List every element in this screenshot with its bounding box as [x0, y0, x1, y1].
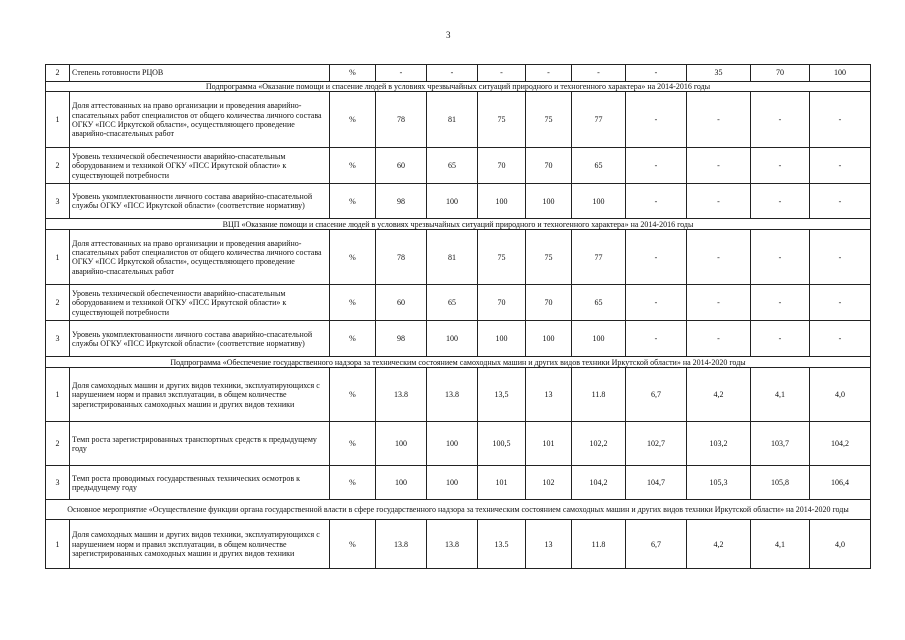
value-cell: -: [810, 230, 871, 285]
value-cell: 75: [526, 230, 572, 285]
value-cell: -: [687, 321, 751, 357]
value-cell: -: [687, 230, 751, 285]
unit-cell: %: [330, 148, 376, 184]
value-cell: 100: [526, 321, 572, 357]
indicator-name: Темп роста проводимых государственных технических осмотров к предыдущему году: [70, 466, 330, 500]
value-cell: 100: [572, 184, 626, 219]
value-cell: -: [751, 230, 810, 285]
value-cell: -: [526, 65, 572, 82]
value-cell: 4,1: [751, 368, 810, 422]
unit-cell: %: [330, 520, 376, 569]
indicator-name: Уровень технической обеспеченности аварийно-спасательным оборудованием и техникой ОГКУ «ПСС Иркутской области» к существующей потребности: [70, 148, 330, 184]
value-cell: 6,7: [626, 368, 687, 422]
value-cell: 101: [478, 466, 526, 500]
value-cell: 65: [427, 285, 478, 321]
unit-cell: %: [330, 92, 376, 148]
value-cell: -: [810, 285, 871, 321]
indicator-name: Уровень укомплектованности личного состава аварийно-спасательной службы ОГКУ «ПСС Иркутской области» (соответствие нормативу): [70, 184, 330, 219]
section-header-row: [46, 219, 871, 230]
value-cell: 100: [427, 466, 478, 500]
value-cell: -: [687, 148, 751, 184]
value-cell: 4,1: [751, 520, 810, 569]
unit-cell: %: [330, 184, 376, 219]
value-cell: 104,7: [626, 466, 687, 500]
value-cell: 78: [376, 230, 427, 285]
value-cell: 13: [526, 368, 572, 422]
section-title: Подпрограмма «Оказание помощи и спасение людей в условиях чрезвычайных ситуаций природного и техногенного характера» на 2014-2016 годы: [46, 82, 871, 92]
value-cell: -: [478, 65, 526, 82]
value-cell: 4,0: [810, 520, 871, 569]
value-cell: 102,2: [572, 422, 626, 466]
value-cell: -: [572, 65, 626, 82]
table-row: [46, 285, 871, 321]
value-cell: 105,8: [751, 466, 810, 500]
table-row: [46, 148, 871, 184]
value-cell: -: [427, 65, 478, 82]
value-cell: 65: [572, 148, 626, 184]
value-cell: 75: [526, 92, 572, 148]
value-cell: -: [810, 184, 871, 219]
indicator-name: Уровень технической обеспеченности аварийно-спасательным оборудованием и техникой ОГКУ «ПСС Иркутской области» к существующей потребности: [70, 285, 330, 321]
value-cell: -: [810, 321, 871, 357]
row-number: 1: [46, 92, 70, 148]
value-cell: 13.8: [427, 368, 478, 422]
value-cell: -: [626, 321, 687, 357]
row-number: 2: [46, 148, 70, 184]
value-cell: 35: [687, 65, 751, 82]
value-cell: 102,7: [626, 422, 687, 466]
value-cell: -: [751, 321, 810, 357]
indicators-table: [45, 64, 871, 569]
row-number: 2: [46, 65, 70, 82]
section-header-row: [46, 500, 871, 520]
value-cell: 100: [376, 422, 427, 466]
table-row: [46, 92, 871, 148]
value-cell: 106,4: [810, 466, 871, 500]
section-title: Основное мероприятие «Осуществление функции органа государственной власти в сфере государственного надзора за техническим состоянием самоходных машин и других видов техники Иркутской области» на 2014-2020 годы: [46, 500, 871, 520]
value-cell: -: [687, 285, 751, 321]
value-cell: -: [626, 230, 687, 285]
value-cell: 6,7: [626, 520, 687, 569]
table-row: [46, 466, 871, 500]
value-cell: 13.5: [478, 520, 526, 569]
value-cell: 100: [427, 422, 478, 466]
value-cell: 13.8: [376, 368, 427, 422]
row-number: 1: [46, 230, 70, 285]
value-cell: -: [810, 148, 871, 184]
value-cell: -: [687, 92, 751, 148]
value-cell: 75: [478, 92, 526, 148]
value-cell: -: [751, 184, 810, 219]
value-cell: -: [810, 92, 871, 148]
value-cell: 100: [572, 321, 626, 357]
value-cell: 104,2: [572, 466, 626, 500]
value-cell: 70: [751, 65, 810, 82]
row-number: 1: [46, 520, 70, 569]
value-cell: 103,2: [687, 422, 751, 466]
value-cell: 102: [526, 466, 572, 500]
value-cell: -: [751, 285, 810, 321]
row-number: 3: [46, 466, 70, 500]
value-cell: 103,7: [751, 422, 810, 466]
value-cell: -: [626, 184, 687, 219]
value-cell: 105,3: [687, 466, 751, 500]
indicator-name: Темп роста зарегистрированных транспортных средств к предыдущему году: [70, 422, 330, 466]
value-cell: -: [376, 65, 427, 82]
section-title: ВЦП «Оказание помощи и спасение людей в условиях чрезвычайных ситуаций природного и техногенного характера» на 2014-2016 годы: [46, 219, 871, 230]
value-cell: 77: [572, 230, 626, 285]
value-cell: 100: [810, 65, 871, 82]
value-cell: 78: [376, 92, 427, 148]
value-cell: 4,2: [687, 368, 751, 422]
value-cell: 70: [478, 148, 526, 184]
row-number: 3: [46, 184, 70, 219]
table-row: [46, 520, 871, 569]
value-cell: -: [626, 92, 687, 148]
value-cell: 11.8: [572, 520, 626, 569]
unit-cell: %: [330, 321, 376, 357]
value-cell: 81: [427, 92, 478, 148]
unit-cell: %: [330, 230, 376, 285]
value-cell: 100: [376, 466, 427, 500]
table-row: [46, 65, 871, 82]
value-cell: 104,2: [810, 422, 871, 466]
value-cell: 75: [478, 230, 526, 285]
value-cell: 70: [526, 148, 572, 184]
section-title: Подпрограмма «Обеспечение государственного надзора за техническим состоянием самоходных машин и других видов техники Иркутской области» на 2014-2020 годы: [46, 357, 871, 368]
value-cell: 70: [478, 285, 526, 321]
table-row: [46, 321, 871, 357]
value-cell: 13,5: [478, 368, 526, 422]
value-cell: 65: [572, 285, 626, 321]
value-cell: 65: [427, 148, 478, 184]
unit-cell: %: [330, 422, 376, 466]
value-cell: 101: [526, 422, 572, 466]
indicator-name: Уровень укомплектованности личного состава аварийно-спасательной службы ОГКУ «ПСС Иркутской области» (соответствие нормативу): [70, 321, 330, 357]
value-cell: 81: [427, 230, 478, 285]
indicator-name: Доля аттестованных на право организации и проведения аварийно-спасательных работ специалистов от общего количества личного состава ОГКУ «ПСС Иркутской области», осуществляющего проведение аварийно-спасательных работ: [70, 230, 330, 285]
value-cell: 13.8: [427, 520, 478, 569]
section-header-row: [46, 82, 871, 92]
value-cell: 4,2: [687, 520, 751, 569]
value-cell: 13.8: [376, 520, 427, 569]
value-cell: -: [751, 148, 810, 184]
value-cell: -: [626, 65, 687, 82]
value-cell: 100: [526, 184, 572, 219]
value-cell: -: [626, 148, 687, 184]
unit-cell: %: [330, 368, 376, 422]
value-cell: 100: [427, 321, 478, 357]
unit-cell: %: [330, 466, 376, 500]
value-cell: -: [626, 285, 687, 321]
indicator-name: Доля самоходных машин и других видов техники, эксплуатирующихся с нарушением норм и правил эксплуатации, в общем количестве зарегистрированных самоходных машин и других видов техники: [70, 368, 330, 422]
value-cell: 13: [526, 520, 572, 569]
value-cell: 11.8: [572, 368, 626, 422]
value-cell: 60: [376, 148, 427, 184]
indicator-name: Доля аттестованных на право организации и проведения аварийно-спасательных работ специалистов от общего количества личного состава ОГКУ «ПСС Иркутской области», осуществляющего проведение аварийно-спасательных работ: [70, 92, 330, 148]
value-cell: 98: [376, 321, 427, 357]
value-cell: -: [751, 92, 810, 148]
section-header-row: [46, 357, 871, 368]
indicator-name: Доля самоходных машин и других видов техники, эксплуатирующихся с нарушением норм и правил эксплуатации, в общем количестве зарегистрированных самоходных машин и других видов техники: [70, 520, 330, 569]
value-cell: 100: [478, 321, 526, 357]
page-number: 3: [446, 30, 451, 40]
table-row: [46, 230, 871, 285]
value-cell: 100,5: [478, 422, 526, 466]
row-number: 2: [46, 285, 70, 321]
row-number: 3: [46, 321, 70, 357]
value-cell: 100: [427, 184, 478, 219]
value-cell: 98: [376, 184, 427, 219]
value-cell: 4,0: [810, 368, 871, 422]
value-cell: 100: [478, 184, 526, 219]
row-number: 2: [46, 422, 70, 466]
value-cell: 70: [526, 285, 572, 321]
table-row: [46, 422, 871, 466]
value-cell: 60: [376, 285, 427, 321]
table-row: [46, 184, 871, 219]
table-body: [46, 65, 871, 569]
unit-cell: %: [330, 285, 376, 321]
unit-cell: %: [330, 65, 376, 82]
table-row: [46, 368, 871, 422]
value-cell: -: [687, 184, 751, 219]
row-number: 1: [46, 368, 70, 422]
value-cell: 77: [572, 92, 626, 148]
indicator-name: Степень готовности РЦОВ: [70, 65, 330, 82]
